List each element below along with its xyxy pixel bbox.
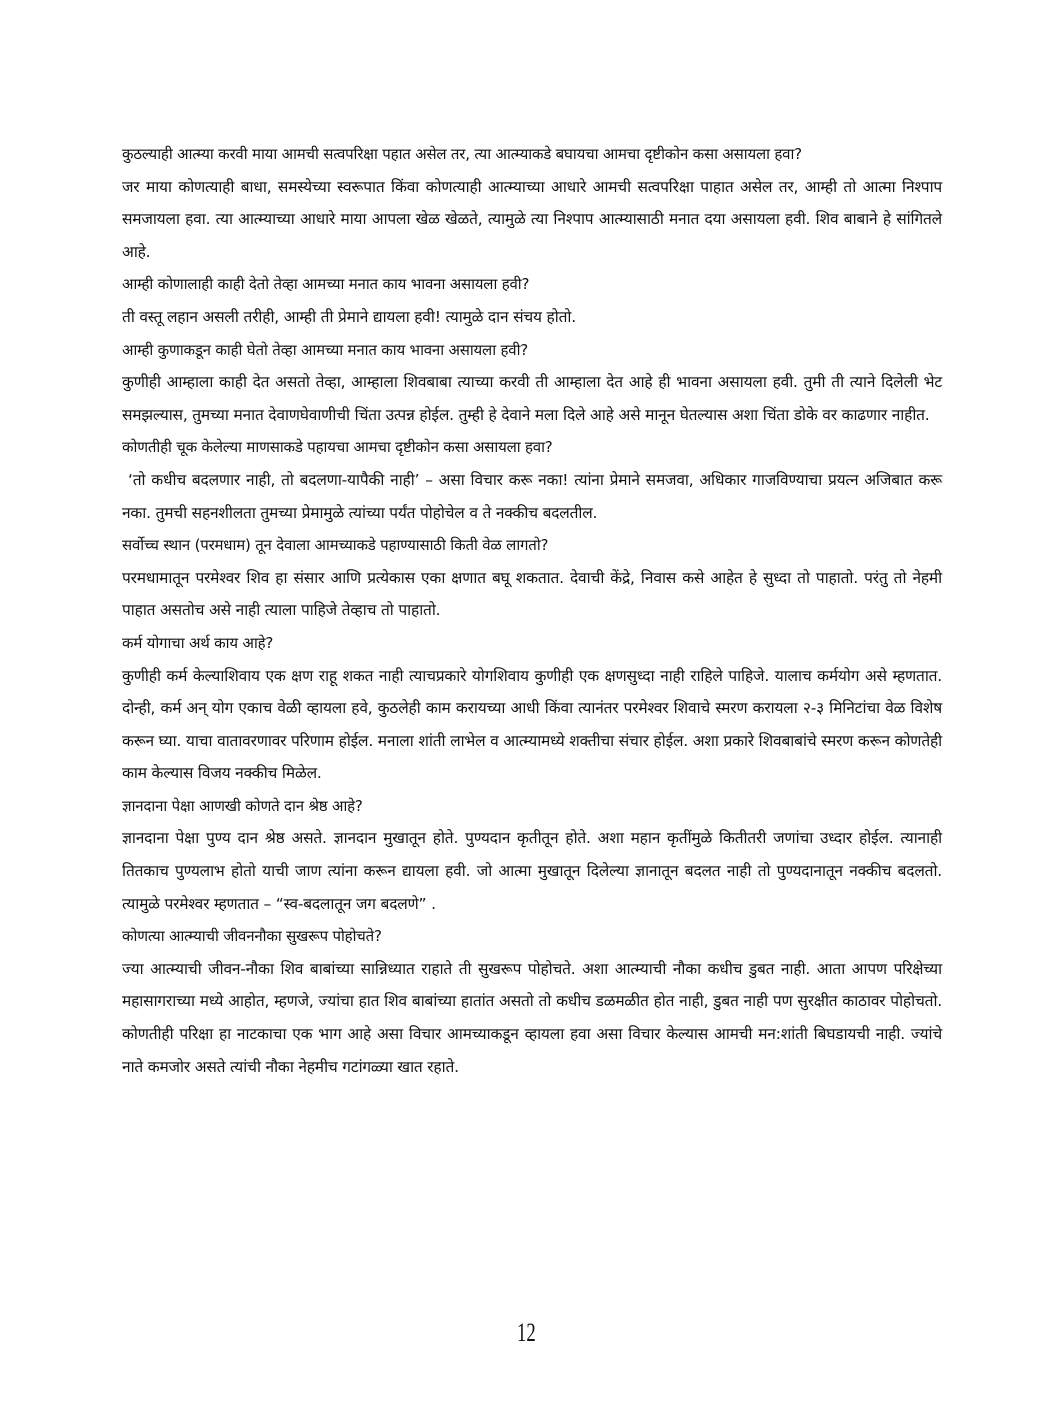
answer-7: ज्ञानदाना पेक्षा पुण्य दान श्रेष्ठ असते. ज्ञानदान मुखातून होते. पुण्यदान कृतीतून होते. अशा महान कृतींमुळे कितीतरी जणांचा उध्दार होईल. त्यानाही तितकाच पुण्यलाभ होतो याची जाण त्यांना करून द्यायला हवी. जो आत्मा मुखातून दिलेल्या ज्ञानातून बदलत नाही तो पुण्यदानातून नक्कीच बदलतो. त्यामुळे परमेश्वर म्हणतात – “स्व-बदलातून जग बदलणे” . <box>122 829 942 913</box>
answer-2: ती वस्तू लहान असली तरीही, आम्ही ती प्रेमाने द्यायला हवी! त्यामुळे दान संचय होतो. <box>122 307 576 326</box>
question-4: कोणतीही चूक केलेल्या माणसाकडे पहायचा आमचा दृष्टीकोन कसा असायला हवा? <box>122 438 553 457</box>
question-7: ज्ञानदाना पेक्षा आणखी कोणते दान श्रेष्ठ आहे? <box>122 796 363 815</box>
answer-6: कुणीही कर्म केल्याशिवाय एक क्षण राहू शकत नाही त्याचप्रकारे योगशिवाय कुणीही एक क्षणसुध्दा नाही राहिले पाहिजे. यालाच कर्मयोग असे म्हणतात. दोन्ही, कर्म अन् योग एकाच वेळी व्हायला हवे, कुठलेही काम करायच्या आधी किंवा त्यानंतर परमेश्वर शिवाचे स्मरण करायला २-३ मिनिटांचा वेळ विशेष करून घ्या. याचा वातावरणावर परिणाम होईल. मनाला शांती लाभेल व आत्म्यामध्ये शक्तीचा संचार होईल. अशा प्रकारे शिवबाबांचे स्मरण करून कोणतेही काम केल्यास विजय नक्कीच मिळेल. <box>122 666 942 783</box>
question-5: सर्वोच्च स्थान (परमधाम) तून देवाला आमच्याकडे पहाण्यासाठी किती वेळ लागतो? <box>122 536 549 555</box>
answer-3: कुणीही आम्हाला काही देत असतो तेव्हा, आम्हाला शिवबाबा त्याच्या करवी ती आम्हाला देत आहे ही भावना असायला हवी. तुमी ती त्याने दिलेली भेट समझल्यास, तुमच्या मनात देवाणघेवाणीची चिंता उत्पन्न होईल. तुम्ही हे देवाने मला दिले आहे असे मानून घेतल्यास अशा चिंता डोके वर काढणार नाहीत. <box>122 373 942 424</box>
answer-4: ‘तो कधीच बदलणार नाही, तो बदलणा-यापैकी नाही’ – असा विचार करू नका! त्यांना प्रेमाने समजवा, अधिकार गाजविण्याचा प्रयत्न अजिबात करू नका. तुमची सहनशीलता तुमच्या प्रेमामुळे त्यांच्या पर्यंत पोहोचेल व ते नक्कीच बदलतील. <box>122 470 942 522</box>
page-number: 12 <box>517 1318 536 1347</box>
document-body <box>122 138 942 1083</box>
question-3: आम्ही कुणाकडून काही घेतो तेव्हा आमच्या मनात काय भावना असायला हवी? <box>122 340 529 359</box>
answer-8: ज्या आत्म्याची जीवन-नौका शिव बाबांच्या सान्निध्यात राहाते ती सुखरूप पोहोचते. अशा आत्म्याची नौका कधीच डुबत नाही. आता आपण परिक्षेच्या महासागराच्या मध्ये आहोत, म्हणजे, ज्यांचा हात शिव बाबांच्या हातांत असतो तो कधीच डळमळीत होत नाही, डुबत नाही पण सुरक्षीत काठावर पोहोचतो. कोणतीही परिक्षा हा नाटकाचा एक भाग आहे असा विचार आमच्याकडून व्हायला हवा असा विचार केल्यास आमची मन:शांती बिघडायची नाही. ज्यांचे नाते कमजोर असते त्यांची नौका नेहमीच गटांगळ्या खात रहाते. <box>122 959 942 1076</box>
question-6: कर्म योगाचा अर्थ काय आहे? <box>122 633 274 652</box>
question-1: कुठल्याही आत्म्या करवी माया आमची सत्वपरिक्षा पहात असेल तर, त्या आत्म्याकडे बघायचा आमचा दृष्टीकोन कसा असायला हवा? <box>122 145 802 163</box>
question-8: कोणत्या आत्म्याची जीवननौका सुखरूप पोहोचते? <box>122 927 382 946</box>
answer-1: जर माया कोणत्याही बाधा, समस्येच्या स्वरूपात किंवा कोणत्याही आत्म्याच्या आधारे आमची सत्वपरिक्षा पाहात असेल तर, आम्ही तो आत्मा निश्पाप समजायला हवा. त्या आत्म्याच्या आधारे माया आपला खेळ खेळते, त्यामुळे त्या निश्पाप आत्म्यासाठी मनात दया असायला हवी. शिव बाबाने हे सांगितले आहे. <box>122 177 942 261</box>
answer-5: परमधामातून परमेश्वर शिव हा संसार आणि प्रत्येकास एका क्षणात बघू शकतात. देवाची केंद्रे, निवास कसे आहेत हे सुध्दा तो पाहातो. परंतु तो नेहमी पाहात असतोच असे नाही त्याला पाहिजे तेव्हाच तो पाहातो. <box>122 568 942 620</box>
question-2: आम्ही कोणालाही काही देतो तेव्हा आमच्या मनात काय भावना असायला हवी? <box>122 275 530 294</box>
